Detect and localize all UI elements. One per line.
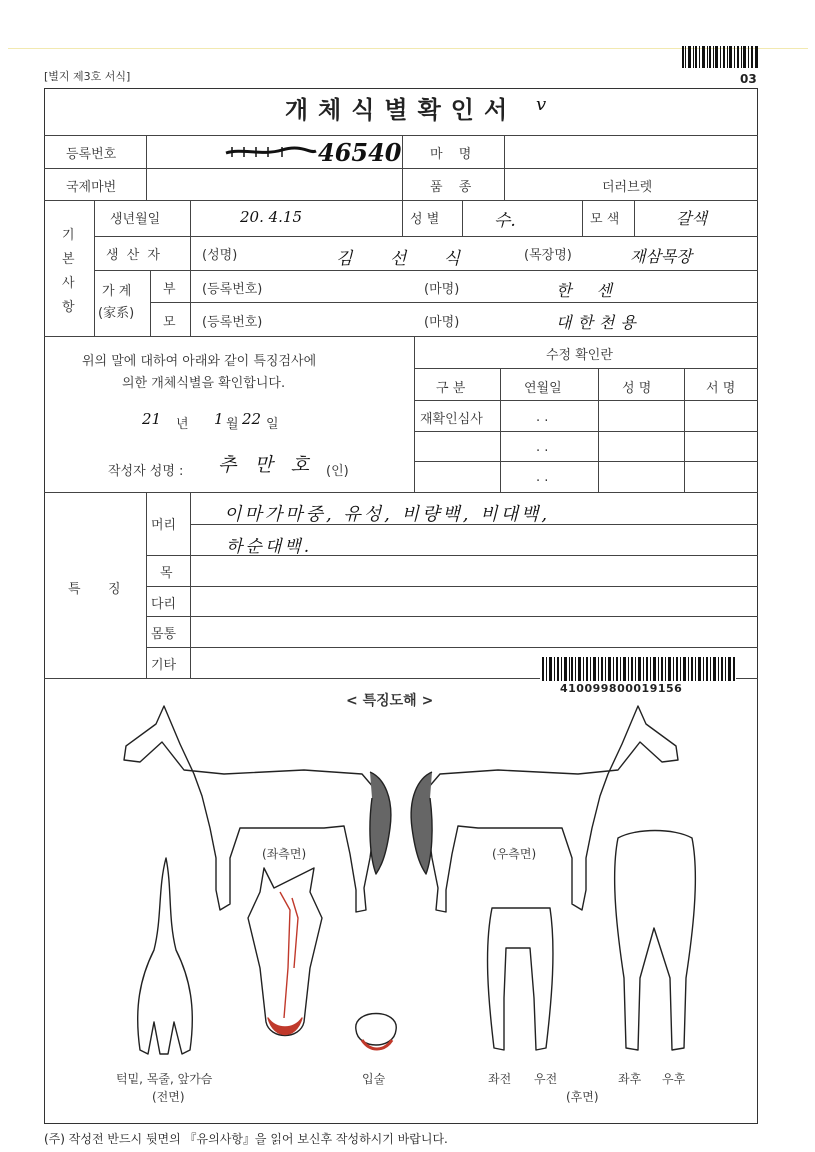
ranch-name: 재삼목장	[630, 247, 692, 266]
birth-label: 생년월일	[110, 212, 161, 227]
lips-label: 입술	[362, 1072, 386, 1086]
writer-seal: (인)	[326, 464, 349, 479]
producer-label: 생 산 자	[106, 248, 162, 263]
feature-row-neck-label: 목	[160, 566, 173, 581]
ranch-name-sub: (목장명)	[524, 248, 572, 263]
basic-section-label-4: 항	[62, 300, 75, 315]
producer-name: 김 선 식	[336, 249, 477, 269]
revision-col-name: 성 명	[622, 381, 652, 396]
date-day: 22	[242, 410, 262, 428]
right-hind-label: 우후	[662, 1072, 686, 1086]
features-label-2: 징	[108, 582, 121, 597]
rear-view	[615, 831, 696, 1051]
revision-date-1: . .	[536, 410, 549, 425]
left-side-label: (좌측면)	[262, 847, 307, 861]
lineage-label: 가 계	[102, 284, 132, 299]
lineage-label-hanja: (家系)	[98, 306, 135, 321]
page-number: 03	[740, 72, 757, 86]
revision-col-type: 구 분	[436, 381, 466, 396]
form-reference: [별지 제3호 서식]	[44, 70, 131, 83]
reg-no-label: 등록번호	[66, 147, 117, 162]
intl-no-label: 국제마번	[66, 180, 117, 195]
birth-value: 20. 4.15	[240, 208, 303, 226]
revision-col-date: 연월일	[524, 381, 562, 396]
front-view-label: (전면)	[152, 1090, 185, 1104]
basic-section-label-3: 사	[62, 276, 75, 291]
sex-value: 수.	[494, 211, 516, 231]
statement-line-2: 의한 개체식별을 확인합니다.	[122, 376, 286, 391]
feature-row-body-label: 몸통	[151, 627, 177, 642]
features-label-1: 특	[68, 582, 81, 597]
struck-out-number	[222, 144, 318, 160]
feature-row-other-label: 기타	[151, 658, 177, 673]
right-fore-label: 우전	[534, 1072, 558, 1086]
writer-name: 추 만 호	[218, 454, 316, 476]
feature-row-head-label: 머리	[151, 518, 177, 533]
statement-line-1: 위의 말에 대하여 아래와 같이 특징검사에	[82, 354, 317, 369]
horse-diagram	[44, 678, 758, 1124]
sire-name-sub: (마명)	[424, 282, 460, 297]
color-label: 모 색	[590, 212, 620, 227]
basic-section-label-2: 본	[62, 252, 75, 267]
dam-reg-sub: (등록번호)	[202, 315, 263, 330]
front-view-neck	[138, 858, 193, 1054]
rear-view-label: (후면)	[566, 1090, 599, 1104]
reg-no-value: 46540	[318, 138, 402, 167]
basic-section-label-1: 기	[62, 228, 75, 243]
title-check-mark: v	[536, 94, 547, 115]
feature-head-value: 이마가마중, 유성, 비량백, 비대백,	[224, 504, 551, 525]
sire-label: 부	[163, 282, 176, 297]
sex-label: 성 별	[410, 212, 440, 227]
top-barcode	[682, 46, 758, 68]
breed-value: 더러브렛	[602, 180, 653, 195]
dam-name-sub: (마명)	[424, 315, 460, 330]
date-year: 21	[142, 410, 162, 428]
feature-row-legs-label: 다리	[151, 597, 177, 612]
producer-name-sub: (성명)	[202, 248, 238, 263]
horse-name-label: 마 명	[430, 147, 478, 162]
throat-chest-label: 턱밑, 목줄, 앞가슴	[116, 1072, 213, 1086]
date-month-unit: 월	[226, 417, 239, 432]
revision-date-3: . .	[536, 470, 549, 485]
date-month: 1	[214, 410, 224, 428]
feature-head-value-2: 하순대백.	[226, 537, 313, 557]
revision-date-2: . .	[536, 440, 549, 455]
revision-title: 수정 확인란	[546, 348, 613, 363]
front-legs-view	[488, 908, 553, 1050]
right-side-horse	[428, 706, 678, 912]
right-side-horse-tail	[411, 772, 432, 874]
color-value: 갈색	[676, 209, 707, 228]
revision-col-sign: 서 명	[706, 381, 736, 396]
right-side-label: (우측면)	[492, 847, 537, 861]
dam-label: 모	[163, 315, 176, 330]
left-hind-label: 좌후	[618, 1072, 642, 1086]
diagram-title: < 특징도해 >	[346, 693, 434, 709]
document-title: 개체식별확인서	[284, 96, 518, 124]
revision-row-recheck: 재확인심사	[420, 412, 483, 427]
dam-name: 대한천용	[556, 313, 642, 332]
barcode-number: 410099800019156	[560, 682, 683, 695]
sire-reg-sub: (등록번호)	[202, 282, 263, 297]
footer-note: (주) 작성전 반드시 뒷면의 『유의사항』을 읽어 보신후 작성하시기 바랍니다.	[44, 1132, 448, 1146]
left-side-horse-tail	[370, 772, 391, 874]
date-year-unit: 년	[176, 417, 189, 432]
breed-label: 품 종	[430, 180, 478, 195]
blaze-marking	[280, 892, 298, 1018]
sire-name: 한 센	[556, 281, 622, 300]
left-fore-label: 좌전	[488, 1072, 512, 1086]
writer-label: 작성자 성명 :	[108, 464, 184, 479]
date-day-unit: 일	[266, 417, 279, 432]
